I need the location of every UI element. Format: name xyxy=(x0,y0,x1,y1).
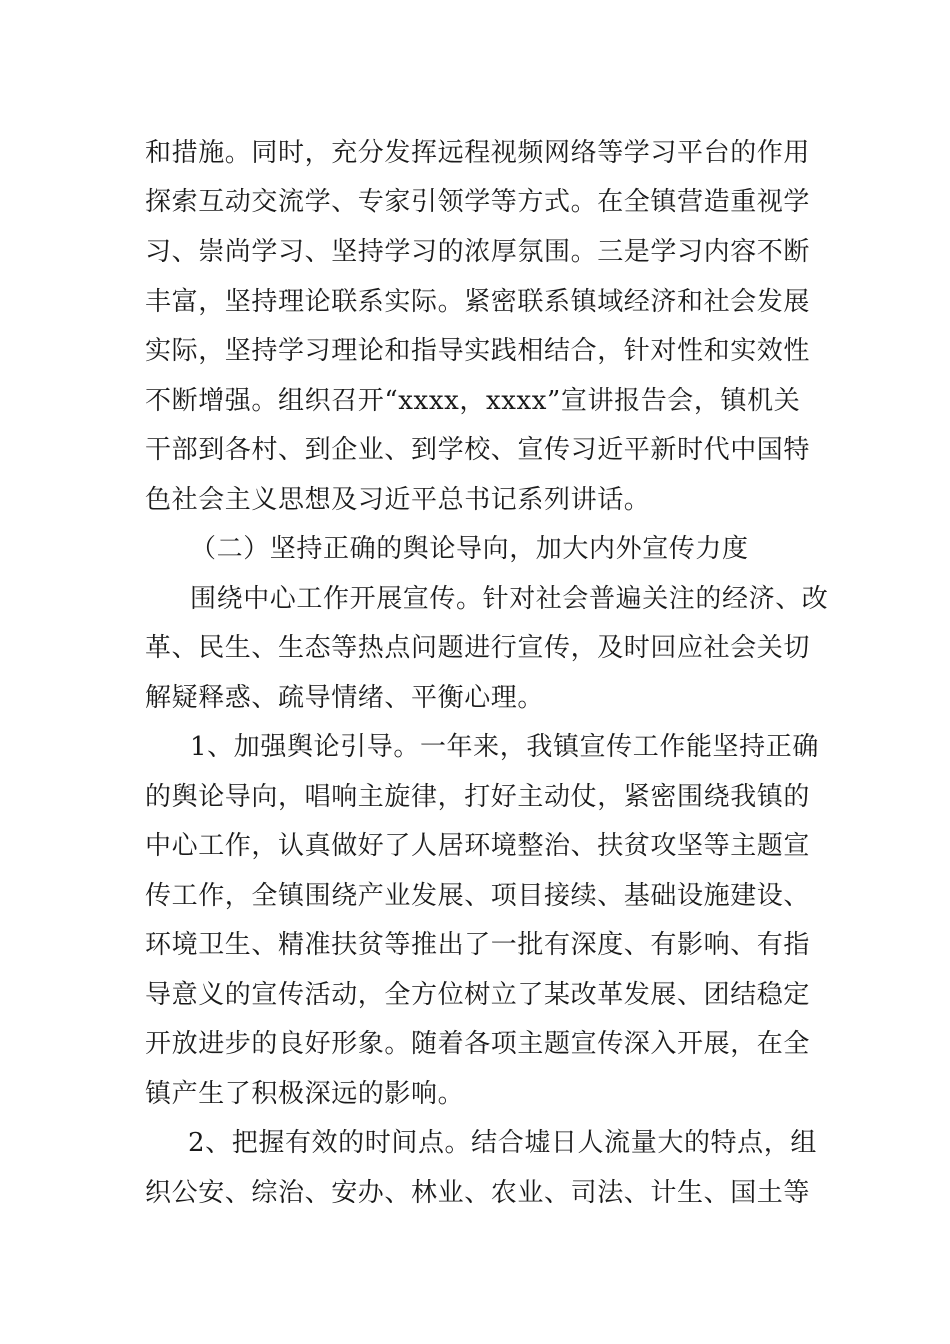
text-line-6: 不断增强。组织召开“xxxx，xxxx”宣讲报告会，镇机关 xyxy=(145,386,801,416)
text-line-12: 解疑释惑、疏导情绪、平衡心理。 xyxy=(145,683,545,713)
text-line-22: 织公安、综治、安办、林业、农业、司法、计生、国土等 xyxy=(145,1178,811,1208)
section-heading: （二）坚持正确的舆论导向，加大内外宣传力度 xyxy=(190,534,749,564)
text-line-8: 色社会主义思想及习近平总书记系列讲话。 xyxy=(145,485,651,515)
text-line-15: 中心工作，认真做好了人居环境整治、扶贫攻坚等主题宣 xyxy=(145,831,811,861)
text-line-10: 围绕中心工作开展宣传。针对社会普遍关注的经济、改 xyxy=(190,584,829,614)
text-line-21: 2、把握有效的时间点。结合墟日人流量大的特点，组 xyxy=(188,1128,817,1158)
text-line-7: 干部到各村、到企业、到学校、宣传习近平新时代中国特 xyxy=(145,435,811,465)
text-line-2: 探索互动交流学、专家引领学等方式。在全镇营造重视学 xyxy=(145,187,811,217)
text-line-17: 环境卫生、精准扶贫等推出了一批有深度、有影响、有指 xyxy=(145,930,811,960)
text-line-3: 习、崇尚学习、坚持学习的浓厚氛围。三是学习内容不断 xyxy=(145,237,811,267)
text-line-1: 和措施。同时，充分发挥远程视频网络等学习平台的作用 xyxy=(145,138,811,168)
text-line-18: 导意义的宣传活动，全方位树立了某改革发展、团结稳定 xyxy=(145,980,811,1010)
text-line-14: 的舆论导向，唱响主旋律，打好主动仗，紧密围绕我镇的 xyxy=(145,782,811,812)
text-line-20: 镇产生了积极深远的影响。 xyxy=(145,1079,465,1109)
text-line-16: 传工作，全镇围绕产业发展、项目接续、基础设施建设、 xyxy=(145,881,811,911)
text-line-19: 开放进步的良好形象。随着各项主题宣传深入开展，在全 xyxy=(145,1029,811,1059)
text-line-11: 革、民生、生态等热点问题进行宣传，及时回应社会关切 xyxy=(145,633,811,663)
text-line-4: 丰富，坚持理论联系实际。紧密联系镇域经济和社会发展 xyxy=(145,287,811,317)
text-line-13: 1、加强舆论引导。一年来，我镇宣传工作能坚持正确 xyxy=(190,732,819,762)
text-line-5: 实际，坚持学习理论和指导实践相结合，针对性和实效性 xyxy=(145,336,811,366)
